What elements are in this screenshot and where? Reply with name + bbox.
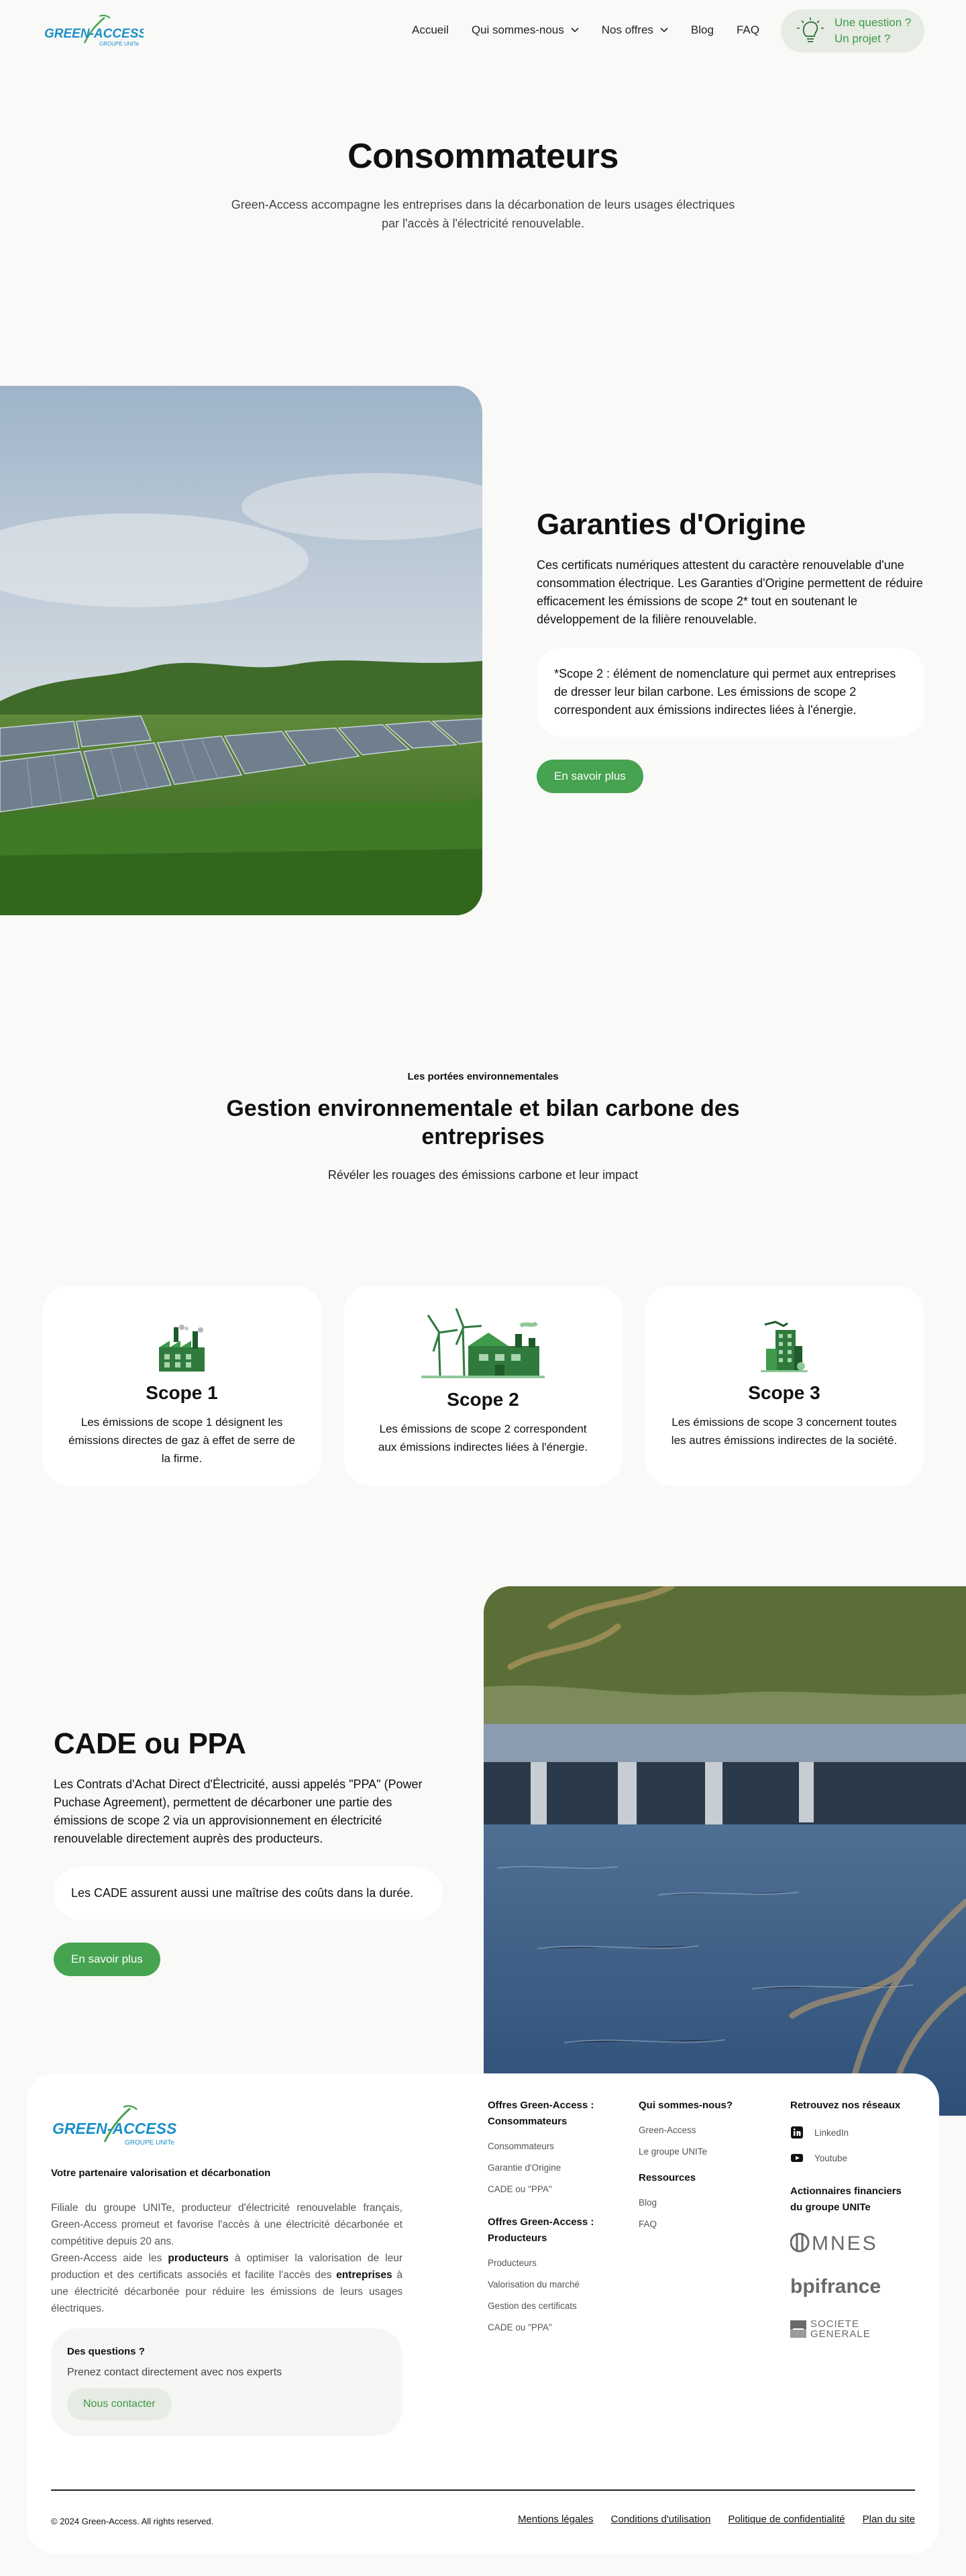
partners-title: Actionnaires financiers du groupe UNITe [790,2185,902,2213]
footer-logo-text: GREEN-ACCESS [52,2120,177,2137]
svg-text:MNES: MNES [812,2232,878,2255]
cade-note: Les CADE assurent aussi une maîtrise des coûts dans la durée. [54,1867,443,1920]
green-access-logo[interactable] [43,12,144,50]
scope-3-text: Les émissions de scope 3 concernent toutes les autres émissions indirectes de la société. [671,1416,898,1447]
site-header [0,0,966,64]
nav-label: Nos offres [601,23,653,36]
nav-label: Accueil [412,23,449,36]
svg-text:bpifrance: bpifrance [790,2275,881,2298]
chevron-down-icon [660,28,668,33]
politique-confidentialite-link[interactable]: Politique de confidentialité [728,2514,845,2525]
hero-text: Green-Access accompagne les entreprises dans la décarbonation de leurs usages électriques par l'accès à l'électricité renouvelable. [231,198,735,230]
garanties-title: Garanties d'Origine [537,508,806,541]
desc-bold: entreprises [336,2269,392,2281]
footer-link-garantie-origine[interactable]: Garantie d'Origine [488,2163,561,2173]
river-weir-image [484,1586,966,2116]
scope-3-title: Scope 3 [748,1382,820,1403]
solar-panels-image [0,386,482,915]
desc-text: à optimiser la valorisation de leur production et des certificats associés et facilite l'accès des [51,2253,402,2281]
office-building-icon [761,1319,808,1373]
linkedin-icon [790,2126,804,2139]
copyright: © 2024 Green-Access. All rights reserved. [51,2516,214,2526]
contact-cta-button[interactable] [781,9,924,52]
footer-link-valorisation[interactable]: Valorisation du marché [488,2279,580,2289]
garanties-body: Ces certificats numériques attestent du caractère renouvelable d'une consommation électrique. Les Garanties d'Origine permettent de réduire efficacement les émissions de scope 2* tout en soutenant le développement de la filière renouvelable. [537,558,923,626]
footer-description [51,2200,402,2317]
logo-text: GREEN-ACCESS [44,27,144,41]
footer-link-green-access[interactable]: Green-Access [639,2125,696,2135]
scopes-eyebrow: Les portées environnementales [407,1071,559,1082]
footer-link-cade-ppa-prod[interactable]: CADE ou "PPA" [488,2322,552,2332]
nav-qui-sommes-nous[interactable] [472,23,579,37]
social-label: LinkedIn [814,2127,849,2138]
scope-card-3 [645,1286,924,1486]
footer-link-faq[interactable]: FAQ [639,2219,657,2229]
youtube-link[interactable] [790,2151,924,2165]
bpifrance-logo [790,2273,924,2303]
cta-line-2: Un projet ? [835,32,891,45]
footer-link-blog[interactable]: Blog [639,2198,657,2208]
scopes-subtitle: Révéler les rouages des émissions carbone et leur impact [327,1168,639,1182]
footer-logo[interactable] [51,2103,178,2150]
cade-learn-more-button[interactable]: En savoir plus [54,1943,160,1976]
youtube-icon [790,2151,804,2165]
cta-text [835,15,911,47]
lightbulb-icon [796,16,825,46]
nav-nos-offres[interactable] [602,23,668,37]
scope-1-text: Les émissions de scope 1 désignent les émissions directes de gaz à effet de serre de la firme. [68,1416,295,1465]
col-title-qui-sommes-nous: Qui sommes-nous? [639,2100,733,2111]
cade-section [0,1586,966,2116]
scope-2-text: Les émissions de scope 2 correspondent aux émissions indirectes liées à l'énergie. [378,1423,588,1453]
footer-link-gestion-certificats[interactable]: Gestion des certificats [488,2301,577,2311]
scope-card-1 [42,1286,321,1486]
desc-text: à une électricité décarbonée pour réduire les émissions de leurs usages électriques. [51,2269,402,2314]
footer-col-social [790,2098,924,2345]
nav-blog[interactable] [691,23,714,37]
footer-link-groupe-unite[interactable]: Le groupe UNITe [639,2147,708,2157]
col-title-reseaux: Retrouvez nos réseaux [790,2100,901,2111]
col-title-consommateurs: Offres Green-Access : Consommateurs [488,2100,594,2127]
footer-questions-box [51,2328,402,2436]
scopes-title: Gestion environnementale et bilan carbone des entreprises [226,1096,740,1149]
scope-cards [42,1286,924,1486]
garanties-learn-more-button[interactable]: En savoir plus [537,760,643,793]
footer-desc-1: Filiale du groupe UNITe, producteur d'électricité renouvelable français, Green-Access promeut et favorise l'accès à une électricité décarbonée et compétitive depuis 20 ans. [51,2202,402,2247]
cta-line-1: Une question ? [835,16,912,29]
social-label: Youtube [814,2153,848,2163]
mnes-logo [790,2230,924,2258]
questions-text: Prenez contact directement avec nos experts [67,2367,282,2378]
desc-text: Green-Access aide les [51,2253,168,2264]
societe-generale-logo: SOCIETE GENERALE [790,2318,924,2345]
nav-label: FAQ [736,23,759,36]
wind-energy-factory-icon [421,1306,545,1380]
footer-divider [51,2489,915,2491]
conditions-utilisation-link[interactable]: Conditions d'utilisation [610,2514,711,2525]
cade-body: Les Contrats d'Achat Direct d'Électricité, aussi appelés "PPA" (Power Puchase Agreement), permettent de décarboner une partie des émissions de scope 2 via un approvisionnement en électricité renouvelable directement auprès des producteurs. [54,1778,423,1845]
mentions-legales-link[interactable]: Mentions légales [517,2514,594,2525]
col-title-producteurs: Offres Green-Access : Producteurs [488,2216,594,2244]
footer-link-consommateurs[interactable]: Consommateurs [488,2141,555,2151]
contact-us-button[interactable]: Nous contacter [67,2388,172,2420]
footer-col-about [639,2098,759,2229]
chevron-down-icon [571,28,579,33]
logo-subtext: GROUPE UNITe [99,41,140,47]
footer-col-offres [488,2098,615,2332]
garanties-text [537,508,924,793]
scope-1-title: Scope 1 [146,1382,218,1403]
footer-link-producteurs[interactable]: Producteurs [488,2258,537,2268]
site-footer [27,2073,939,2553]
footer-tagline: Votre partenaire valorisation et décarbonation [51,2167,271,2179]
scope-card-2 [343,1286,623,1486]
scopes-section [0,915,966,1586]
scope-2-title: Scope 2 [447,1389,519,1410]
footer-logo-subtext: GROUPE UNITe [125,2139,174,2147]
garanties-section [0,386,966,915]
cade-text [54,1727,443,1976]
cade-title: CADE ou PPA [54,1727,246,1760]
nav-label: Qui sommes-nous [471,23,564,36]
nav-faq[interactable] [737,23,759,37]
footer-link-cade-ppa[interactable]: CADE ou "PPA" [488,2184,552,2194]
scope2-note: *Scope 2 : élément de nomenclature qui permet aux entreprises de dresser leur bilan carbone. Les émissions de scope 2 correspondent aux émissions indirectes liées à l'énergie. [537,648,924,737]
plan-du-site-link[interactable]: Plan du site [862,2514,915,2525]
col-title-ressources: Ressources [639,2172,696,2183]
questions-title: Des questions ? [67,2346,145,2357]
desc-bold: producteurs [168,2253,229,2264]
footer-desc-2 [51,2250,402,2317]
factory-icon [155,1325,209,1373]
hero-section [0,64,966,386]
nav-accueil[interactable] [412,23,449,37]
nav-label: Blog [690,23,714,36]
main-nav [412,0,782,60]
linkedin-link[interactable] [790,2126,924,2139]
legal-links [518,2514,915,2525]
page-title: Consommateurs [347,137,619,176]
